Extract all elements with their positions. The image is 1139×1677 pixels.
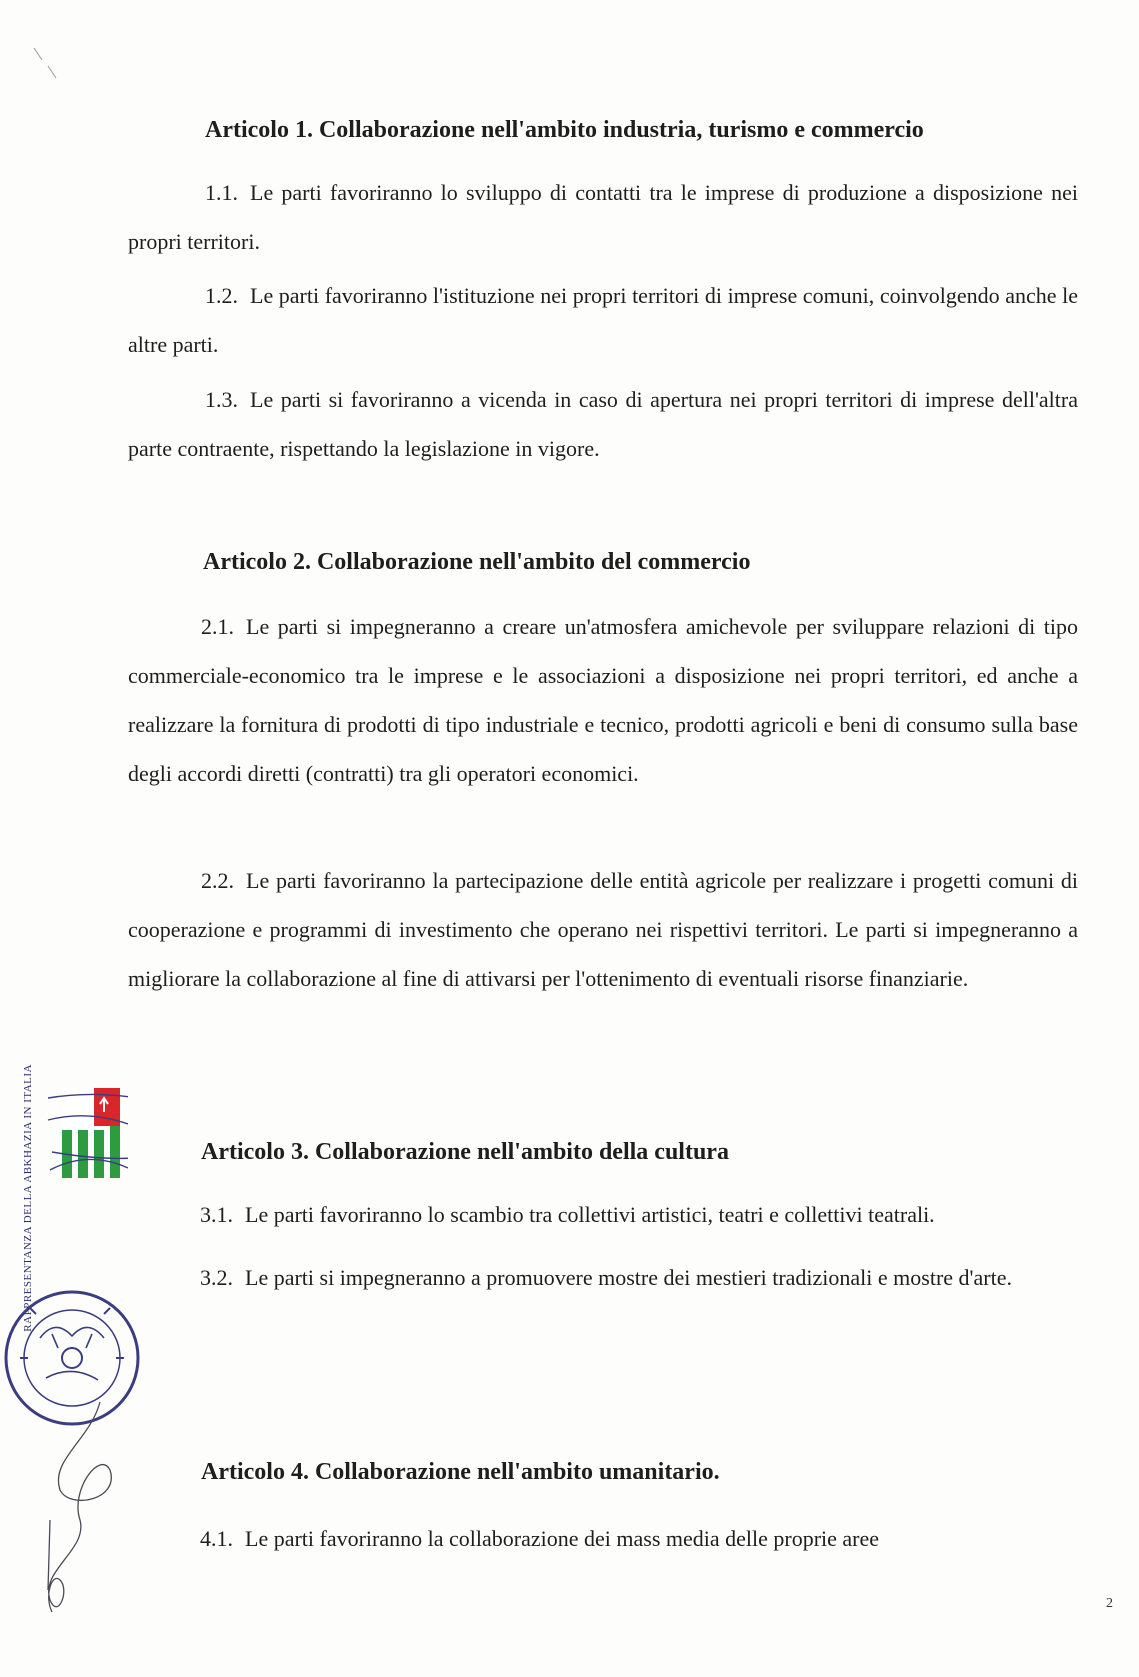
paragraph-text: Le parti si impegneranno a creare un'atmosfera amichevole per sviluppare relazioni di tipo commerciale-economico tra le imprese e le associazioni a disposizione nei propri territori, ed anche a realizzare la fornitura di prodotti di tipo industriale e tecnico, prodotti agricoli e beni di consumo sulla base degli accordi diretti (contratti) tra gli operatori economici. bbox=[128, 614, 1078, 786]
stamp-text: RAPPRESENTANZA DELLA ABKHAZIA IN ITALIA bbox=[22, 1064, 34, 1332]
paragraph-number: 4.1. bbox=[200, 1526, 233, 1551]
paragraph-2-2 bbox=[128, 856, 1078, 1003]
paragraph-text: Le parti si impegneranno a promuovere mostre dei mestieri tradizionali e mostre d'arte. bbox=[245, 1265, 1012, 1290]
paragraph-4-1 bbox=[128, 1514, 1078, 1563]
paragraph-2-1 bbox=[128, 602, 1078, 798]
paragraph-1-3 bbox=[128, 375, 1078, 473]
paragraph-number: 3.1. bbox=[200, 1202, 233, 1227]
page-number: 2 bbox=[1106, 1596, 1113, 1611]
paragraph-3-2 bbox=[128, 1253, 1078, 1302]
representation-stamp bbox=[8, 1060, 128, 1332]
paragraph-number: 2.1. bbox=[201, 614, 234, 639]
handwritten-signature bbox=[30, 1400, 140, 1630]
paragraph-1-2 bbox=[128, 271, 1078, 369]
paragraph-3-1 bbox=[128, 1190, 1078, 1239]
paragraph-number: 1.3. bbox=[205, 387, 238, 412]
article-3-title: Articolo 3. Collaborazione nell'ambito della cultura bbox=[201, 1139, 729, 1165]
paragraph-number: 1.1. bbox=[205, 180, 238, 205]
article-1-title: Articolo 1. Collaborazione nell'ambito industria, turismo e commercio bbox=[205, 117, 924, 143]
paragraph-text: Le parti favoriranno la collaborazione dei mass media delle proprie aree bbox=[245, 1526, 880, 1551]
paragraph-1-1 bbox=[128, 168, 1078, 266]
paragraph-number: 1.2. bbox=[205, 283, 238, 308]
paragraph-text: Le parti favoriranno lo sviluppo di contatti tra le imprese di produzione a disposizione nei propri territori. bbox=[128, 180, 1078, 254]
article-2-title: Articolo 2. Collaborazione nell'ambito del commercio bbox=[203, 549, 751, 575]
scan-mark bbox=[30, 44, 60, 84]
article-4-title: Articolo 4. Collaborazione nell'ambito umanitario. bbox=[201, 1459, 720, 1485]
paragraph-text: Le parti favoriranno l'istituzione nei propri territori di imprese comuni, coinvolgendo anche le altre parti. bbox=[128, 283, 1078, 357]
paragraph-text: Le parti favoriranno la partecipazione delle entità agricole per realizzare i progetti comuni di cooperazione e programmi di investimento che operano nei rispettivi territori. Le parti si impegneranno a migliorare la collaborazione al fine di attivarsi per l'ottenimento di eventuali risorse finanziarie. bbox=[128, 868, 1078, 991]
paragraph-number: 2.2. bbox=[201, 868, 234, 893]
paragraph-text: Le parti si favoriranno a vicenda in caso di apertura nei propri territori di imprese dell'altra parte contraente, rispettando la legislazione in vigore. bbox=[128, 387, 1078, 461]
paragraph-text: Le parti favoriranno lo scambio tra collettivi artistici, teatri e collettivi teatrali. bbox=[245, 1202, 935, 1227]
paragraph-number: 3.2. bbox=[200, 1265, 233, 1290]
